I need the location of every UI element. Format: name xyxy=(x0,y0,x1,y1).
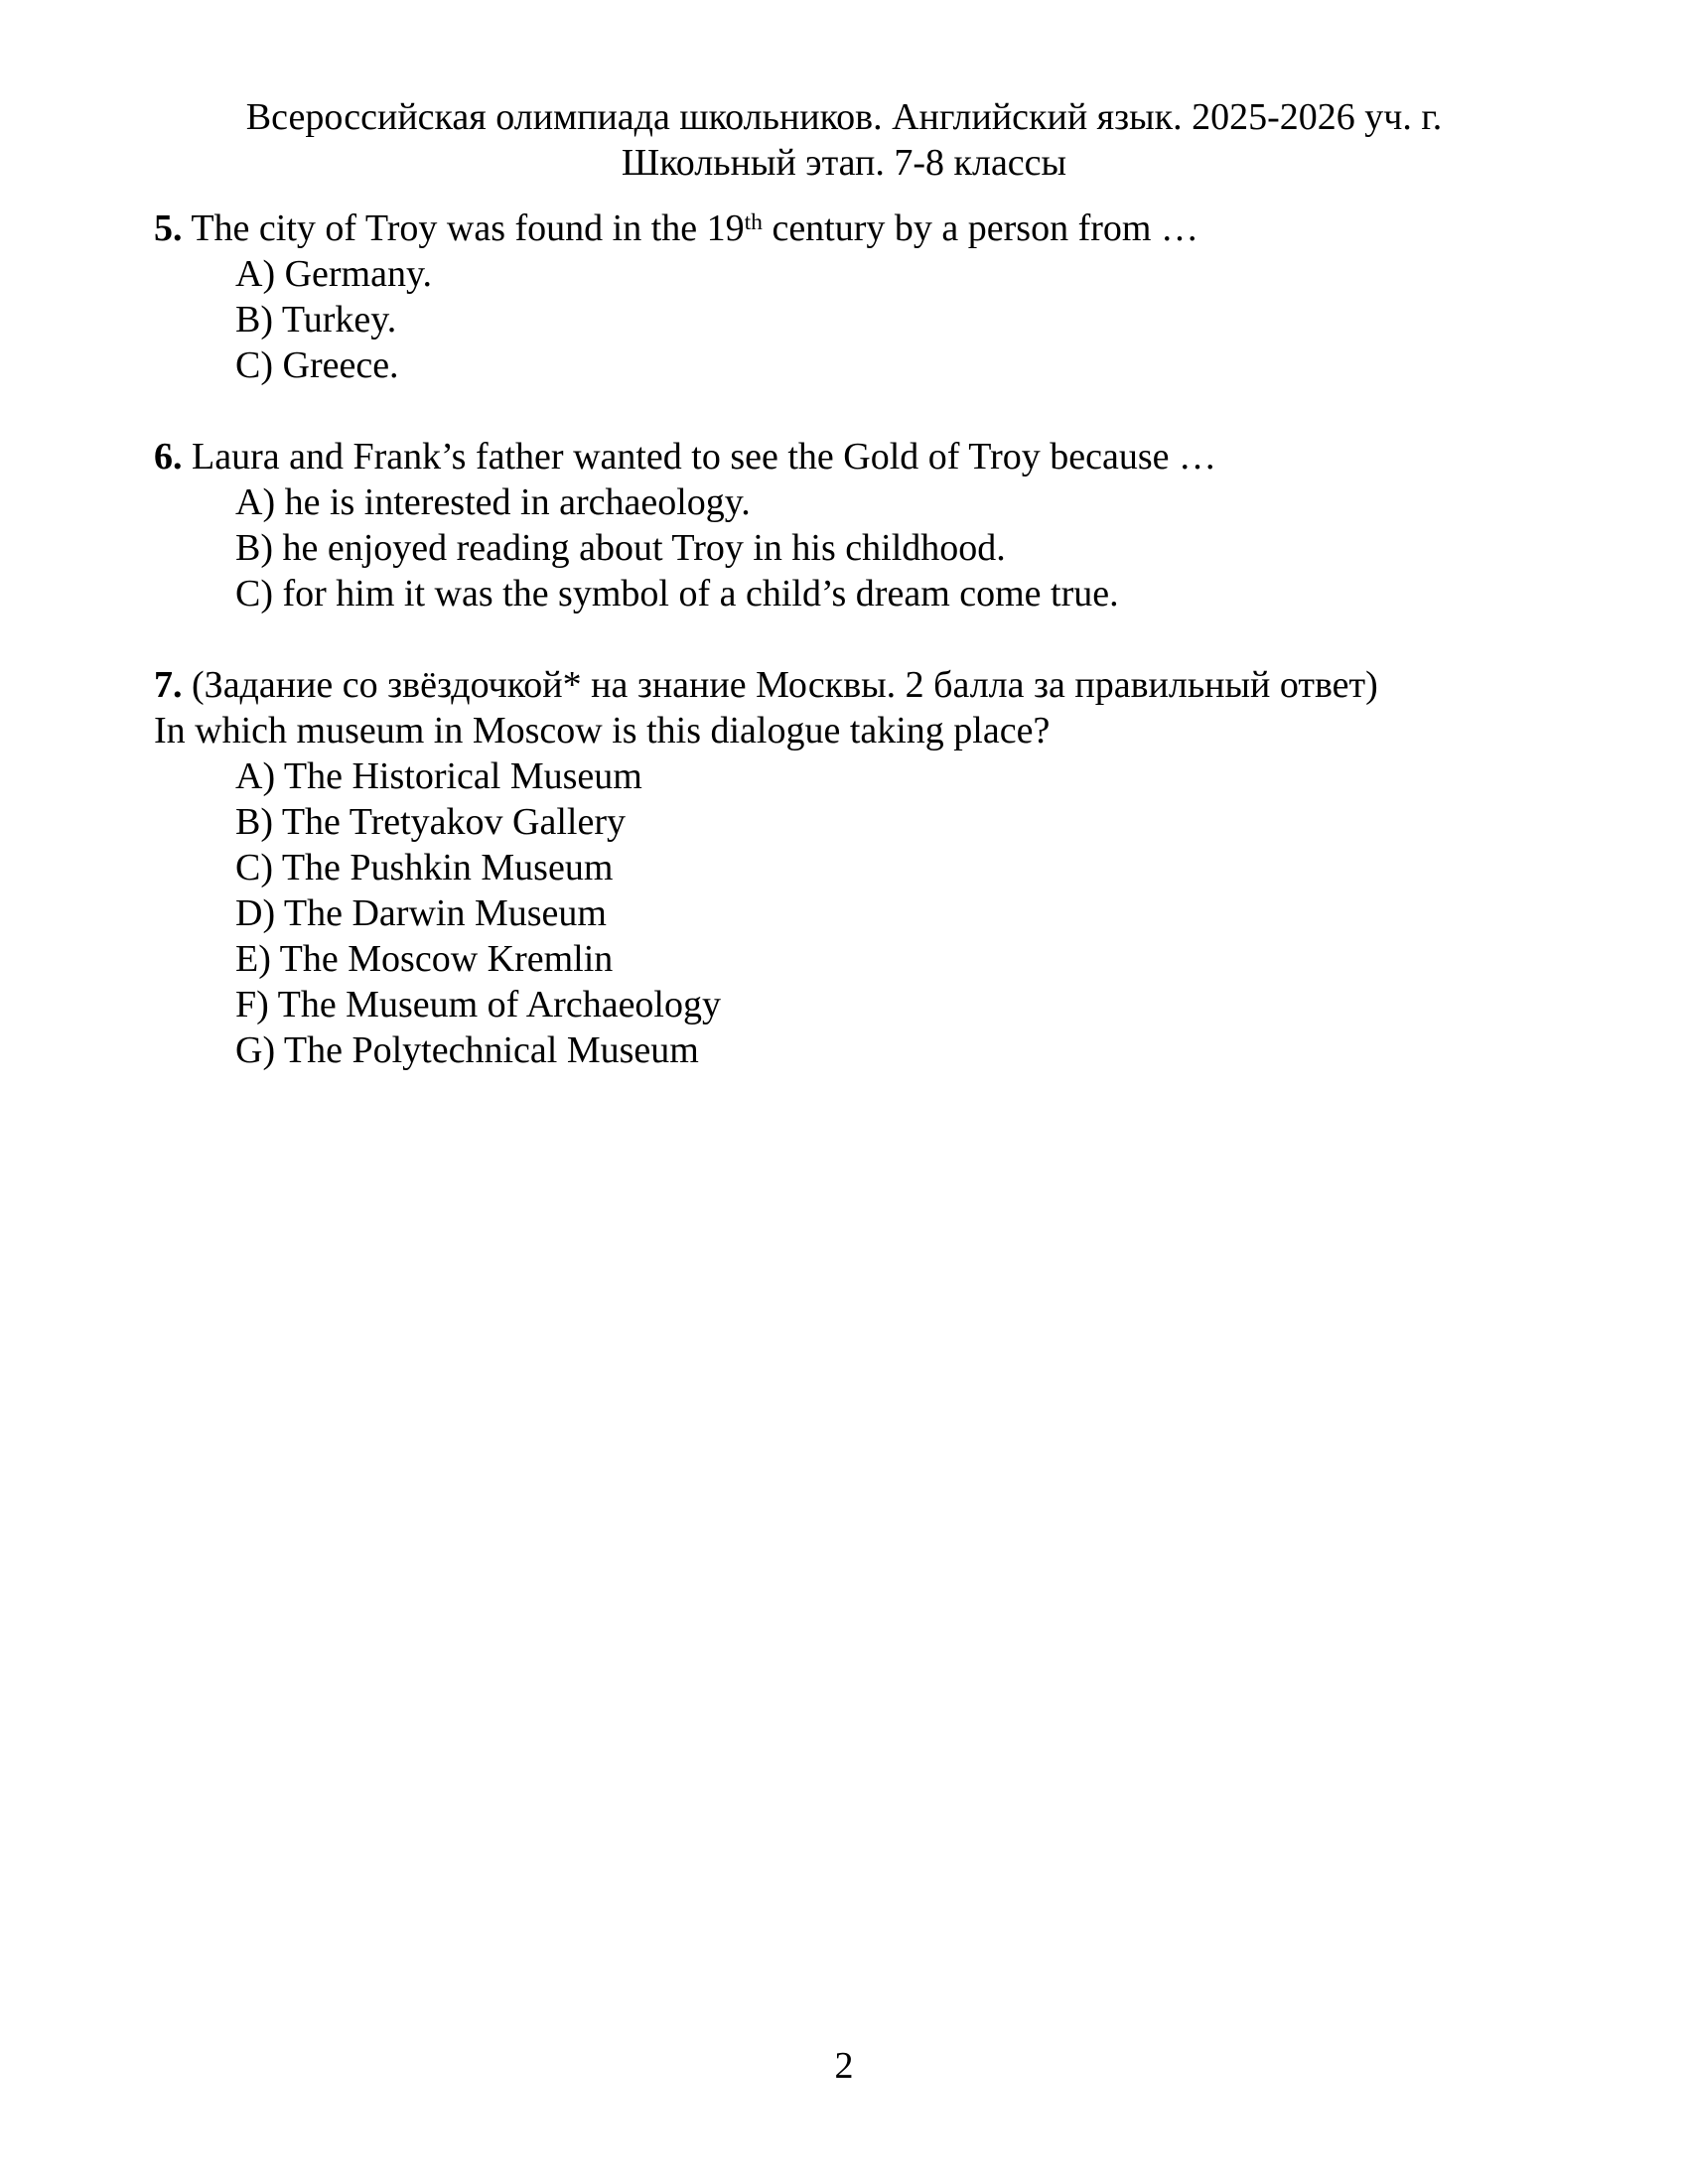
question-5-prompt xyxy=(154,205,1549,251)
question-7 xyxy=(154,662,1549,1073)
question-7-options xyxy=(235,753,1549,1073)
question-6-option-a: A) he is interested in archaeology. xyxy=(235,481,751,523)
question-5-prompt-continuation: century by a person from … xyxy=(762,207,1198,249)
header-line-1: Всероссийская олимпиада школьников. Английский язык. 2025-2026 уч. г. xyxy=(245,96,1443,138)
page-footer xyxy=(0,2043,1688,2089)
question-7-option-a: A) The Historical Museum xyxy=(235,755,642,797)
question-6-prompt-text: Laura and Frank’s father wanted to see the Gold of Troy because … xyxy=(192,436,1217,478)
question-6-number: 6. xyxy=(154,436,183,478)
header-line-2: Школьный этап. 7-8 классы xyxy=(621,142,1067,184)
question-7-option-f: F) The Museum of Archaeology xyxy=(235,984,721,1025)
question-7-prompt-note: (Задание со звёздочкой* на знание Москвы. 2 балла за правильный ответ) xyxy=(192,664,1378,706)
question-7-prompt-english xyxy=(154,708,1549,753)
question-6-prompt xyxy=(154,434,1549,479)
question-7-option-b: B) The Tretyakov Gallery xyxy=(235,801,626,843)
question-5-options xyxy=(235,251,1549,388)
question-7-number: 7. xyxy=(154,664,183,706)
questions-area xyxy=(154,205,1549,1073)
question-6-option-b: B) he enjoyed reading about Troy in his childhood. xyxy=(235,527,1006,569)
question-7-option-d: D) The Darwin Museum xyxy=(235,892,607,934)
question-5-option-a: A) Germany. xyxy=(235,253,433,295)
page-header xyxy=(0,94,1688,186)
question-5-option-b: B) Turkey. xyxy=(235,299,397,341)
question-6-options xyxy=(235,479,1549,616)
question-7-prompt-russian xyxy=(154,662,1549,708)
question-5-option-c: C) Greece. xyxy=(235,344,399,386)
question-7-option-c: C) The Pushkin Museum xyxy=(235,847,614,888)
question-5-number: 5. xyxy=(154,207,183,249)
question-6-option-c: C) for him it was the symbol of a child’s dream come true. xyxy=(235,573,1119,614)
question-7-option-g: G) The Polytechnical Museum xyxy=(235,1029,699,1071)
question-7-option-e: E) The Moscow Kremlin xyxy=(235,938,614,980)
ordinal-superscript: th xyxy=(744,209,763,236)
page-number: 2 xyxy=(834,2045,854,2087)
question-5-prompt-text: The city of Troy was found in the 19 xyxy=(191,207,745,249)
question-7-prompt-text: In which museum in Moscow is this dialogue taking place? xyxy=(154,710,1051,751)
question-5 xyxy=(154,205,1549,388)
question-6 xyxy=(154,434,1549,616)
